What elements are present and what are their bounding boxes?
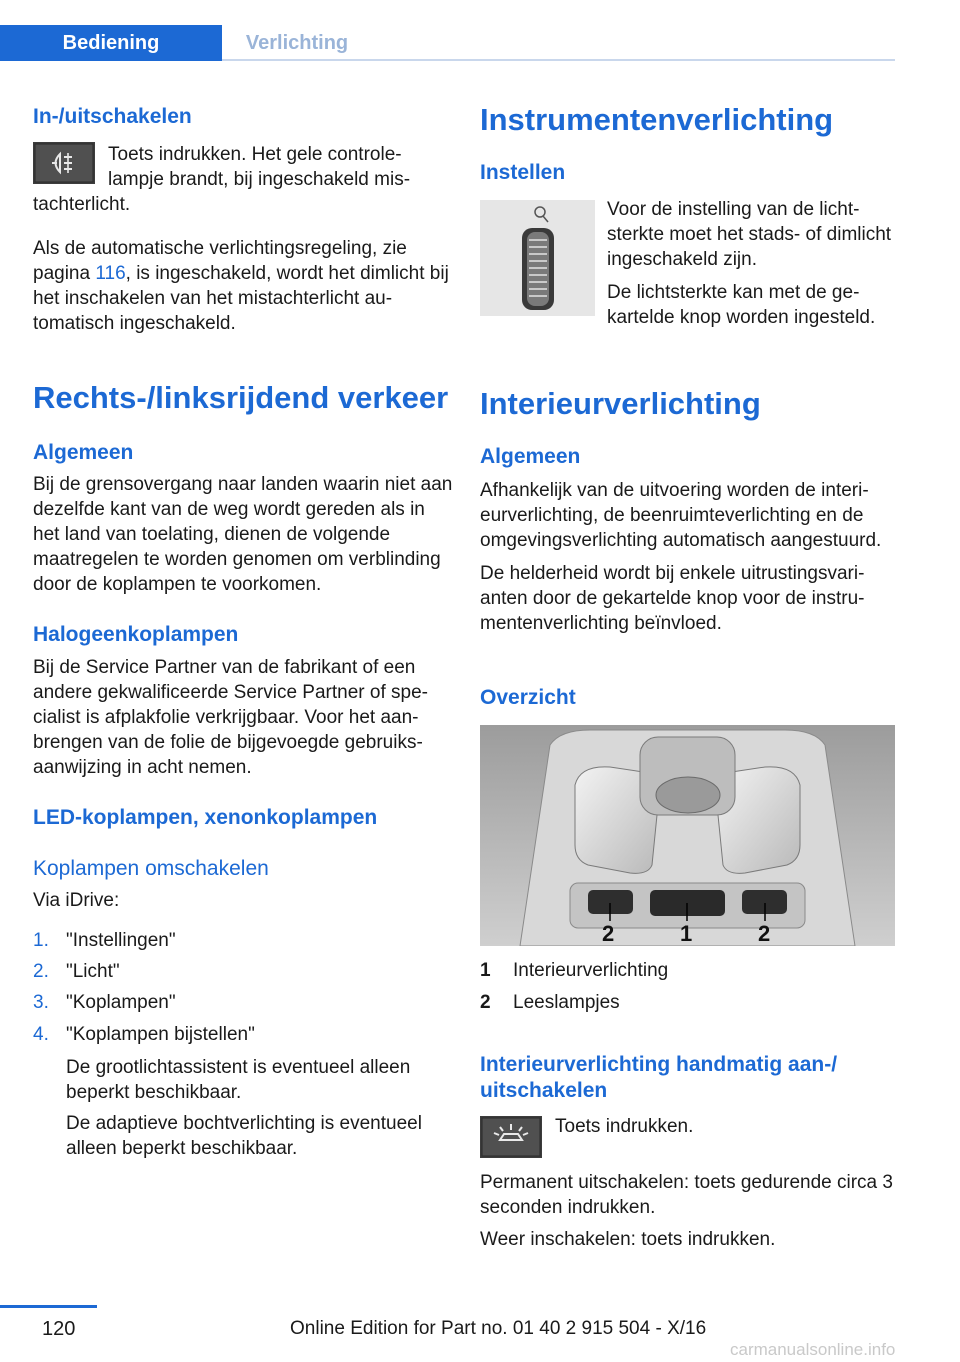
- paragraph-halogen: Bij de Service Partner van de fabrikant of een andere gekwalificeerde Service Partner of specialist is afplakfolie verkrijgbaar. Voor het aanbrengen van de folie de bijgevoegde gebruiksaanwijzing in acht nemen.: [33, 657, 428, 778]
- heading-switch: Koplampen omschakelen: [33, 857, 269, 880]
- heading-manual: Interieurverlichting handmatig aan-/ uitschakelen: [480, 1053, 838, 1102]
- page-link-116[interactable]: 116: [95, 263, 126, 284]
- paragraph-permanent: Permanent uitschakelen: toets gedurende circa 3 seconden indrukken.: [480, 1172, 893, 1218]
- heading-setting: Instellen: [480, 161, 566, 184]
- dimmer-knob-icon: [480, 200, 595, 316]
- page-number: 120: [42, 1318, 76, 1340]
- heading-interior: Interieurverlichting: [480, 386, 761, 421]
- callout-2-right: 2: [758, 921, 771, 946]
- note-high-beam: De grootlichtassistent is eventueel alleen beperkt beschikbaar.: [66, 1057, 411, 1103]
- interior-light-button-icon: [480, 1116, 542, 1158]
- heading-overview: Overzicht: [480, 686, 576, 709]
- watermark: carmanualsonline.info: [730, 1340, 896, 1359]
- onoff-line-1: Toets indrukken. Het gele controle-: [108, 144, 402, 165]
- tab-bediening[interactable]: Bediening: [0, 25, 222, 61]
- heading-instrument: Instrumentenverlichting: [480, 102, 834, 137]
- fog-light-button-icon: [33, 142, 95, 184]
- onoff-line-2: lampje brandt, bij ingeschakeld mis-: [108, 169, 411, 190]
- edition-text: Online Edition for Part no. 01 40 2 915 504 - X/16: [290, 1318, 707, 1339]
- paragraph-general-right-1: Afhankelijk van de uitvoering worden de interieurverlichting, de beenruimteverlichting en de omgevingsverlichting automatisch aangestuurd.: [480, 480, 882, 551]
- paragraph-general-right-2: De helderheid wordt bij enkele uitrustingsvarianten door de gekartelde knop voor de instrumentenverlichting beïnvloed.: [480, 563, 865, 634]
- heading-general-left: Algemeen: [33, 441, 134, 464]
- setting-text-1: Voor de instelling van de lichtsterkte moet het stads- of dimlicht ingeschakeld zijn.: [607, 199, 892, 270]
- setting-text-2: De lichtsterkte kan met de gekartelde knop worden ingesteld.: [607, 282, 876, 328]
- tab-verlichting[interactable]: Verlichting: [245, 31, 349, 54]
- heading-on-off: In-/uitschakelen: [33, 105, 192, 128]
- onoff-line-3: tachterlicht.: [33, 194, 131, 215]
- paragraph-auto-light: Als de automatische verlichtingsregeling, zie pagina 116, is ingeschakeld, wordt het dimlicht bij het inschakelen van het mistachterlicht automatisch ingeschakeld.: [33, 238, 449, 334]
- footer-divider: [0, 1305, 97, 1308]
- heading-halogen: Halogeenkoplampen: [33, 623, 239, 646]
- interior-light-photo: [480, 725, 895, 946]
- paragraph-general-left: Bij de grensovergang naar landen waarin niet aan dezelfde kant van de weg wordt gereden als in het land van toelating, dienen de volgende maatregelen te worden genomen om verblinding door de koplampen te voorkomen.: [33, 474, 453, 595]
- header-divider: [222, 59, 895, 61]
- note-adaptive: De adaptieve bochtverlichting is eventueel alleen beperkt beschikbaar.: [66, 1113, 422, 1159]
- via-idrive: Via iDrive:: [33, 890, 120, 911]
- manual-text: Toets indrukken.: [555, 1116, 694, 1137]
- heading-led: LED-koplampen, xenonkoplampen: [33, 806, 378, 829]
- heading-general-right: Algemeen: [480, 445, 581, 468]
- heading-traffic: Rechts-/linksrijdend verkeer: [33, 380, 449, 415]
- callout-1: 1: [680, 921, 693, 946]
- callout-2-left: 2: [602, 921, 615, 946]
- paragraph-again: Weer inschakelen: toets indrukken.: [480, 1229, 776, 1250]
